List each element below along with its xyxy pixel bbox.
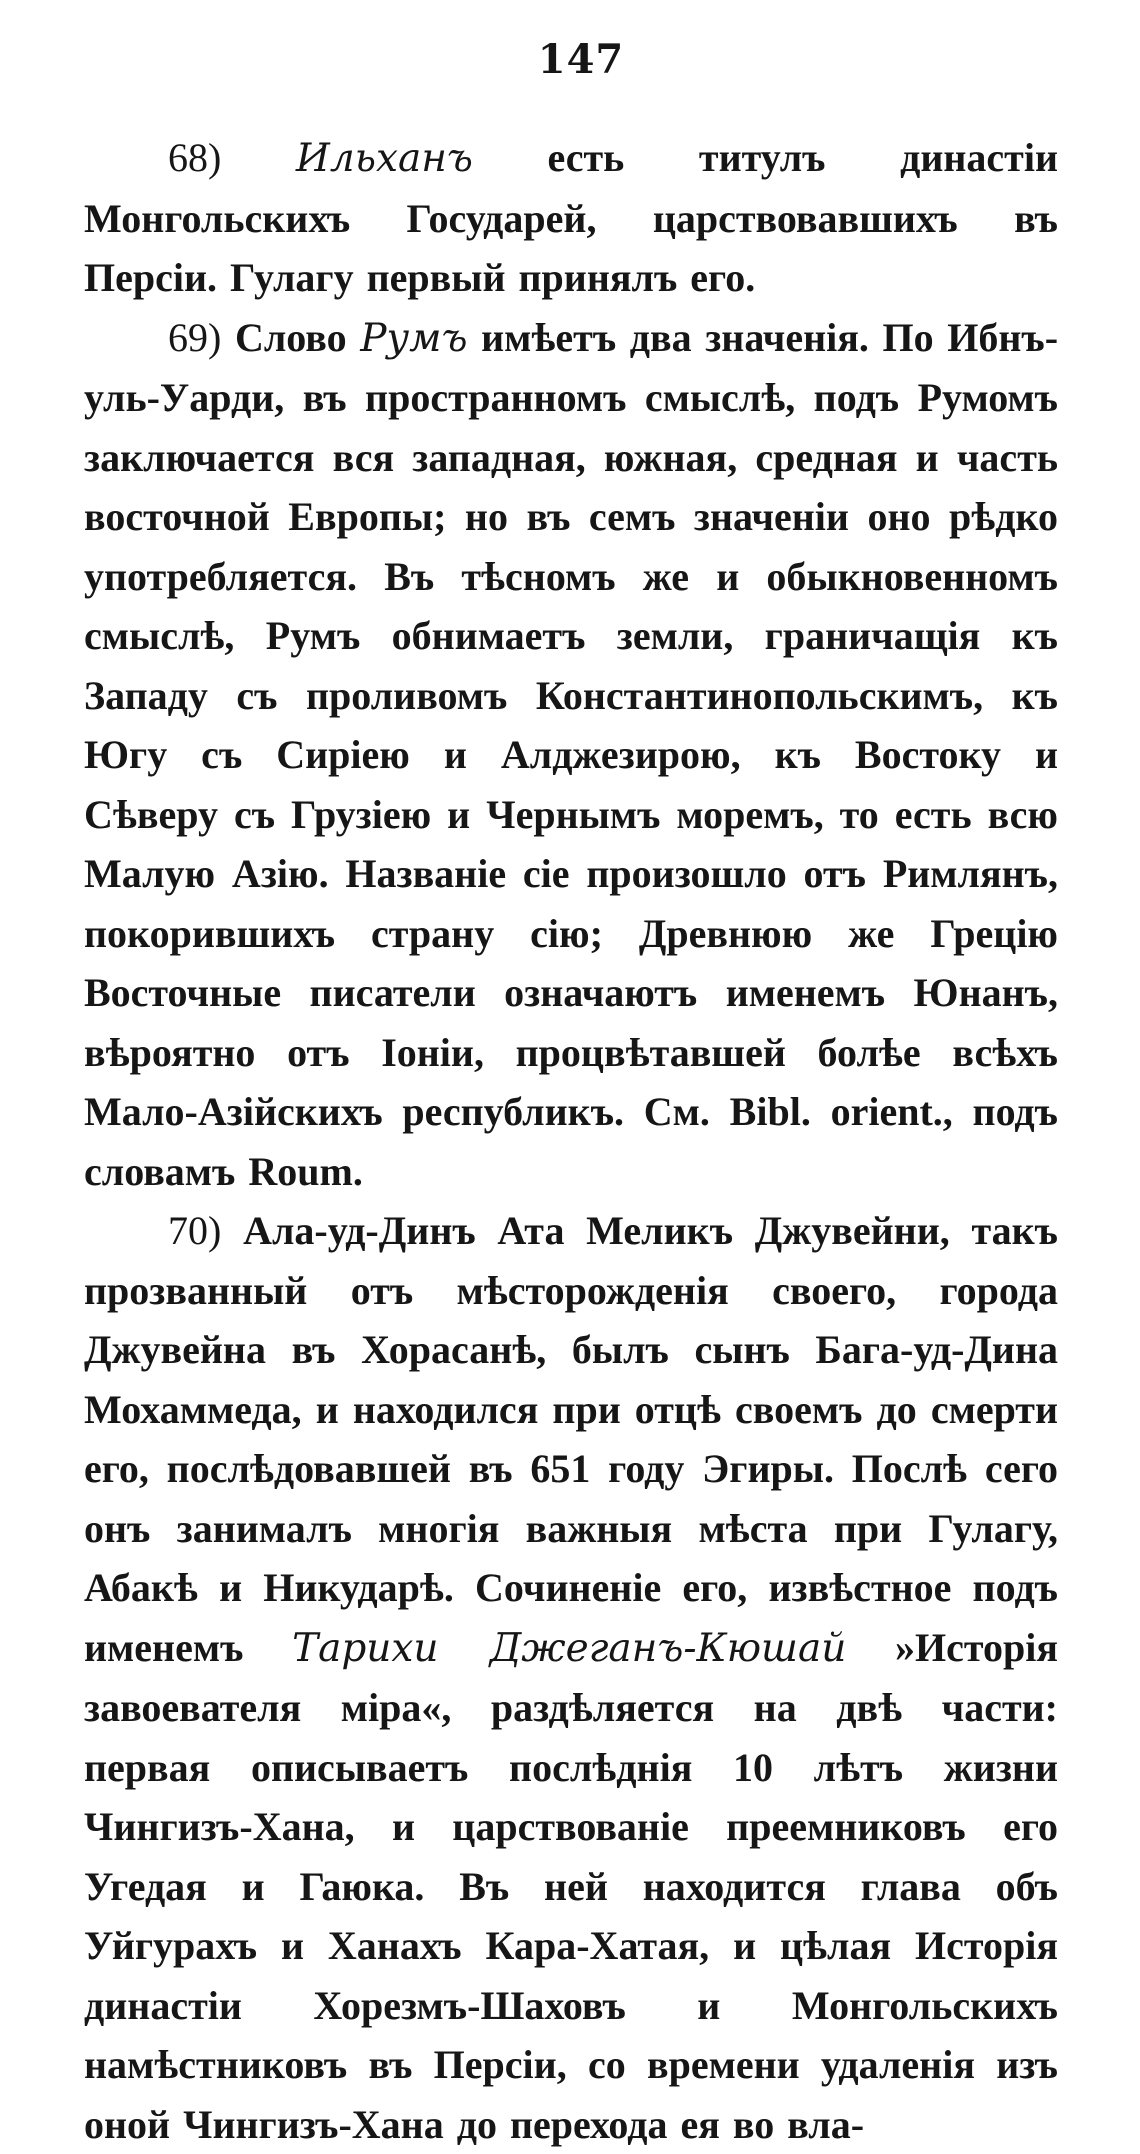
footnotes-text	[84, 128, 1058, 2154]
footnote-term: Ильханъ	[295, 136, 473, 181]
footnote-term: Тарихи Джеганъ-Кюшай	[292, 1625, 847, 1671]
footnote-number: 69)	[168, 314, 222, 360]
page-number: 147	[537, 36, 625, 83]
footnote-body-before: Ала-уд-Динъ Ата Меликъ Джувейни, такъ прозванный отъ мѣсторожденія своего, города Джувейна въ Хорасанѣ, былъ сынъ Бага-уд-Дина Мохаммеда, и находился при отцѣ своемъ до смерти его, послѣдовавшей въ 651 году Эгиры. Послѣ сего онъ занималъ многія важныя мѣста при Гулагу, Абакѣ и Никударѣ. Сочиненіе его, извѣстное подъ именемъ	[84, 1208, 1058, 1670]
footnote-69	[84, 308, 1058, 1202]
footnote-lead: Слово	[234, 314, 347, 360]
book-page	[84, 30, 1058, 2154]
footnote-68	[84, 128, 1058, 308]
footnote-number: 68)	[168, 135, 222, 180]
footnote-body: есть титулъ династіи Монгольскихъ Государей, царствовавшихъ въ Персіи. Гулагу первый принялъ его.	[84, 135, 1058, 300]
footnote-70	[84, 1201, 1058, 2154]
footnote-number: 70)	[168, 1208, 222, 1253]
footnote-term: Румъ	[360, 315, 468, 361]
footnote-body: имѣетъ два значенія. По Ибнъ-уль-Уарди, въ пространномъ смыслѣ, подъ Румомъ заключается вся западная, южная, средная и часть восточной Европы; но въ семъ значеніи оно рѣдко употребляется. Въ тѣсномъ же и обыкновенномъ смыслѣ, Румъ обнимаетъ земли, граничащія къ Западу съ проливомъ Константинопольскимъ, къ Югу съ Сиріею и Алджезирою, къ Востоку и Сѣверу съ Грузіею и Чернымъ моремъ, то есть всю Малую Азію. Названіе сіе произошло отъ Римлянъ, покорившихъ страну сію; Древнюю же Грецію Восточные писатели означаютъ именемъ Юнанъ, вѣроятно отъ Іоніи, процвѣтавшей болѣе всѣхъ Мало-Азійскихъ республикъ. См. Bibl. orient., подъ словамъ Roum.	[84, 314, 1059, 1194]
footnote-body-after: »Исторія завоевателя міра«, раздѣляется на двѣ части: первая описываетъ послѣднія 10 лѣтъ жизни Чингизъ-Хана, и царствованіе преемниковъ его Угедая и Гаюка. Въ ней находится глава объ Уйгурахъ и Ханахъ Кара-Хатая, и цѣлая Исторія династіи Хорезмъ-Шаховъ и Монгольскихъ намѣстниковъ въ Персіи, со времени удаленія изъ оной Чингизъ-Хана до перехода ея во вла-	[84, 1624, 1059, 2147]
